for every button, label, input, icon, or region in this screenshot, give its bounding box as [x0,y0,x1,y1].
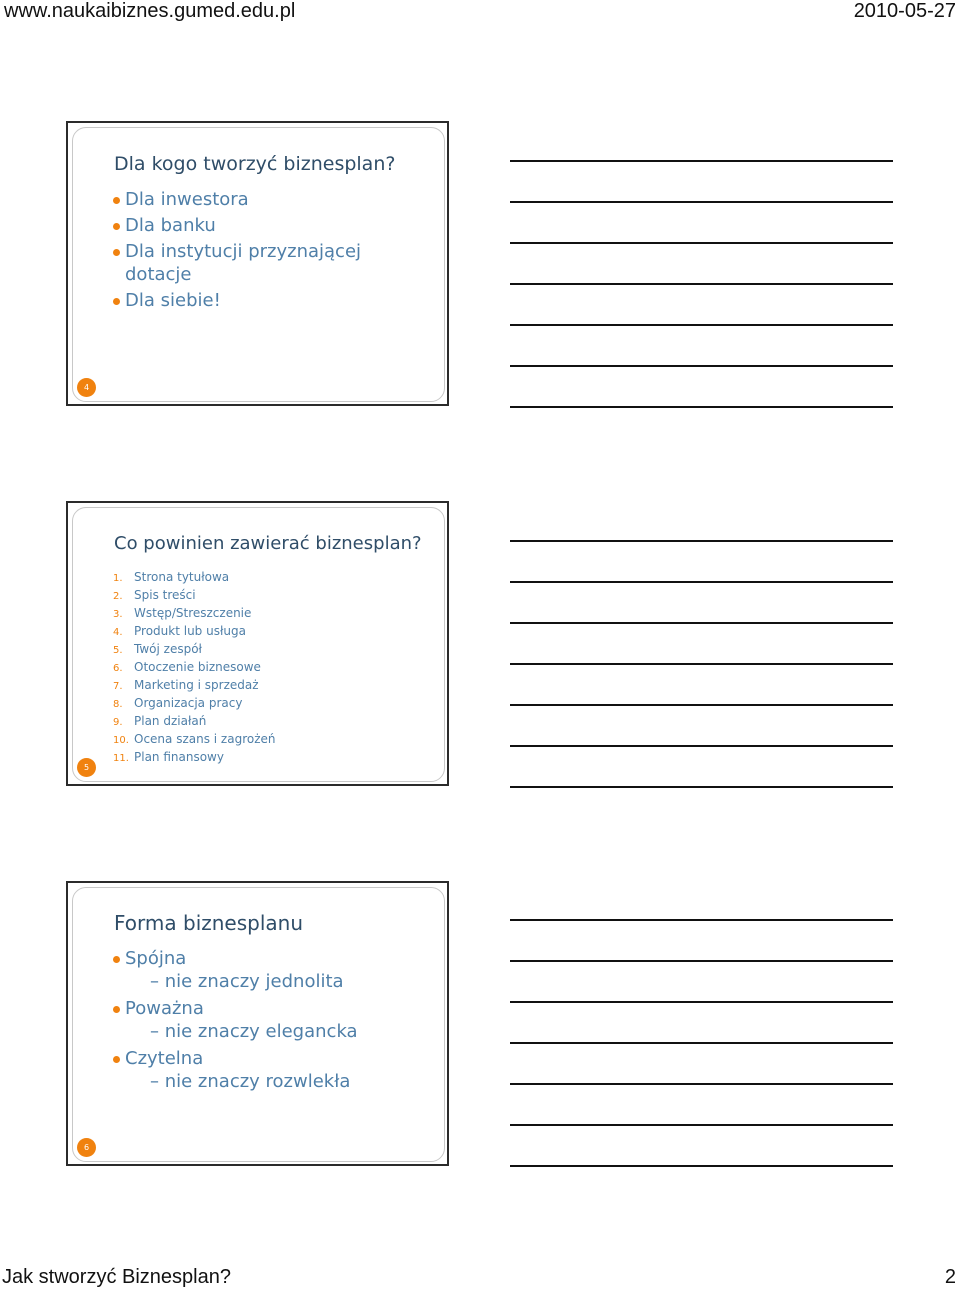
note-line [510,1165,893,1167]
note-line [510,786,893,788]
slide-number: 5 [77,758,96,777]
note-line [510,663,893,665]
note-line [510,960,893,962]
slide-5-frame [66,501,449,786]
numbered-list [113,569,276,767]
bullet-dot-icon [113,1006,120,1013]
slide-6 [72,887,445,1162]
list-item: 7. Marketing i sprzedaż [113,678,259,692]
bullet-dot-icon [113,956,120,963]
note-line [510,160,893,162]
list-item: Spójna – nie znaczy jednolita [113,948,358,993]
list-item: 2. Spis treści [113,588,196,602]
bullet-dot-icon [113,249,120,256]
list-item: Dla siebie! [113,289,361,312]
note-line [510,242,893,244]
list-item: 8. Organizacja pracy [113,696,243,710]
bullet-dot-icon [113,197,120,204]
slide-5 [72,507,445,782]
slide-number: 4 [77,378,96,397]
note-line [510,745,893,747]
header-url: www.naukaibiznes.gumed.edu.pl [4,0,296,22]
note-line [510,406,893,408]
note-line [510,365,893,367]
note-line [510,581,893,583]
bullet-dot-icon [113,298,120,305]
note-line [510,1042,893,1044]
list-item: Dla instytucji przyznającej dotacje [113,240,361,286]
slide-4-frame [66,121,449,406]
note-line [510,704,893,706]
list-item: 11. Plan finansowy [113,750,224,764]
note-line [510,324,893,326]
slide-title: Dla kogo tworzyć biznesplan? [114,153,396,175]
slide-6-frame [66,881,449,1166]
slide-4 [72,127,445,402]
footer-title: Jak stworzyć Biznesplan? [2,1266,231,1288]
list-item: Poważna – nie znaczy elegancka [113,998,358,1043]
bullet-list [113,948,358,1098]
note-line [510,1083,893,1085]
note-line [510,622,893,624]
footer-page-number: 2 [944,1266,956,1288]
note-line [510,540,893,542]
slide-title: Forma biznesplanu [114,911,304,935]
list-item: Dla inwestora [113,188,361,211]
bullet-list [113,188,361,315]
list-item: 1. Strona tytułowa [113,570,230,584]
list-item: 3. Wstęp/Streszczenie [113,606,252,620]
note-line [510,1124,893,1126]
list-item: 6. Otoczenie biznesowe [113,660,261,674]
list-item: Czytelna – nie znaczy rozwlekła [113,1048,358,1093]
list-item: 9. Plan działań [113,714,207,728]
list-item: 5. Twój zespół [113,642,202,656]
list-item: Dla banku [113,214,361,237]
bullet-dot-icon [113,1056,120,1063]
note-line [510,919,893,921]
header-date: 2010-05-27 [853,0,956,22]
list-item: 10. Ocena szans i zagrożeń [113,732,276,746]
note-line [510,283,893,285]
note-line [510,1001,893,1003]
list-item: 4. Produkt lub usługa [113,624,246,638]
slide-title: Co powinien zawierać biznesplan? [114,533,422,554]
slide-number: 6 [77,1138,96,1157]
bullet-dot-icon [113,223,120,230]
note-line [510,201,893,203]
